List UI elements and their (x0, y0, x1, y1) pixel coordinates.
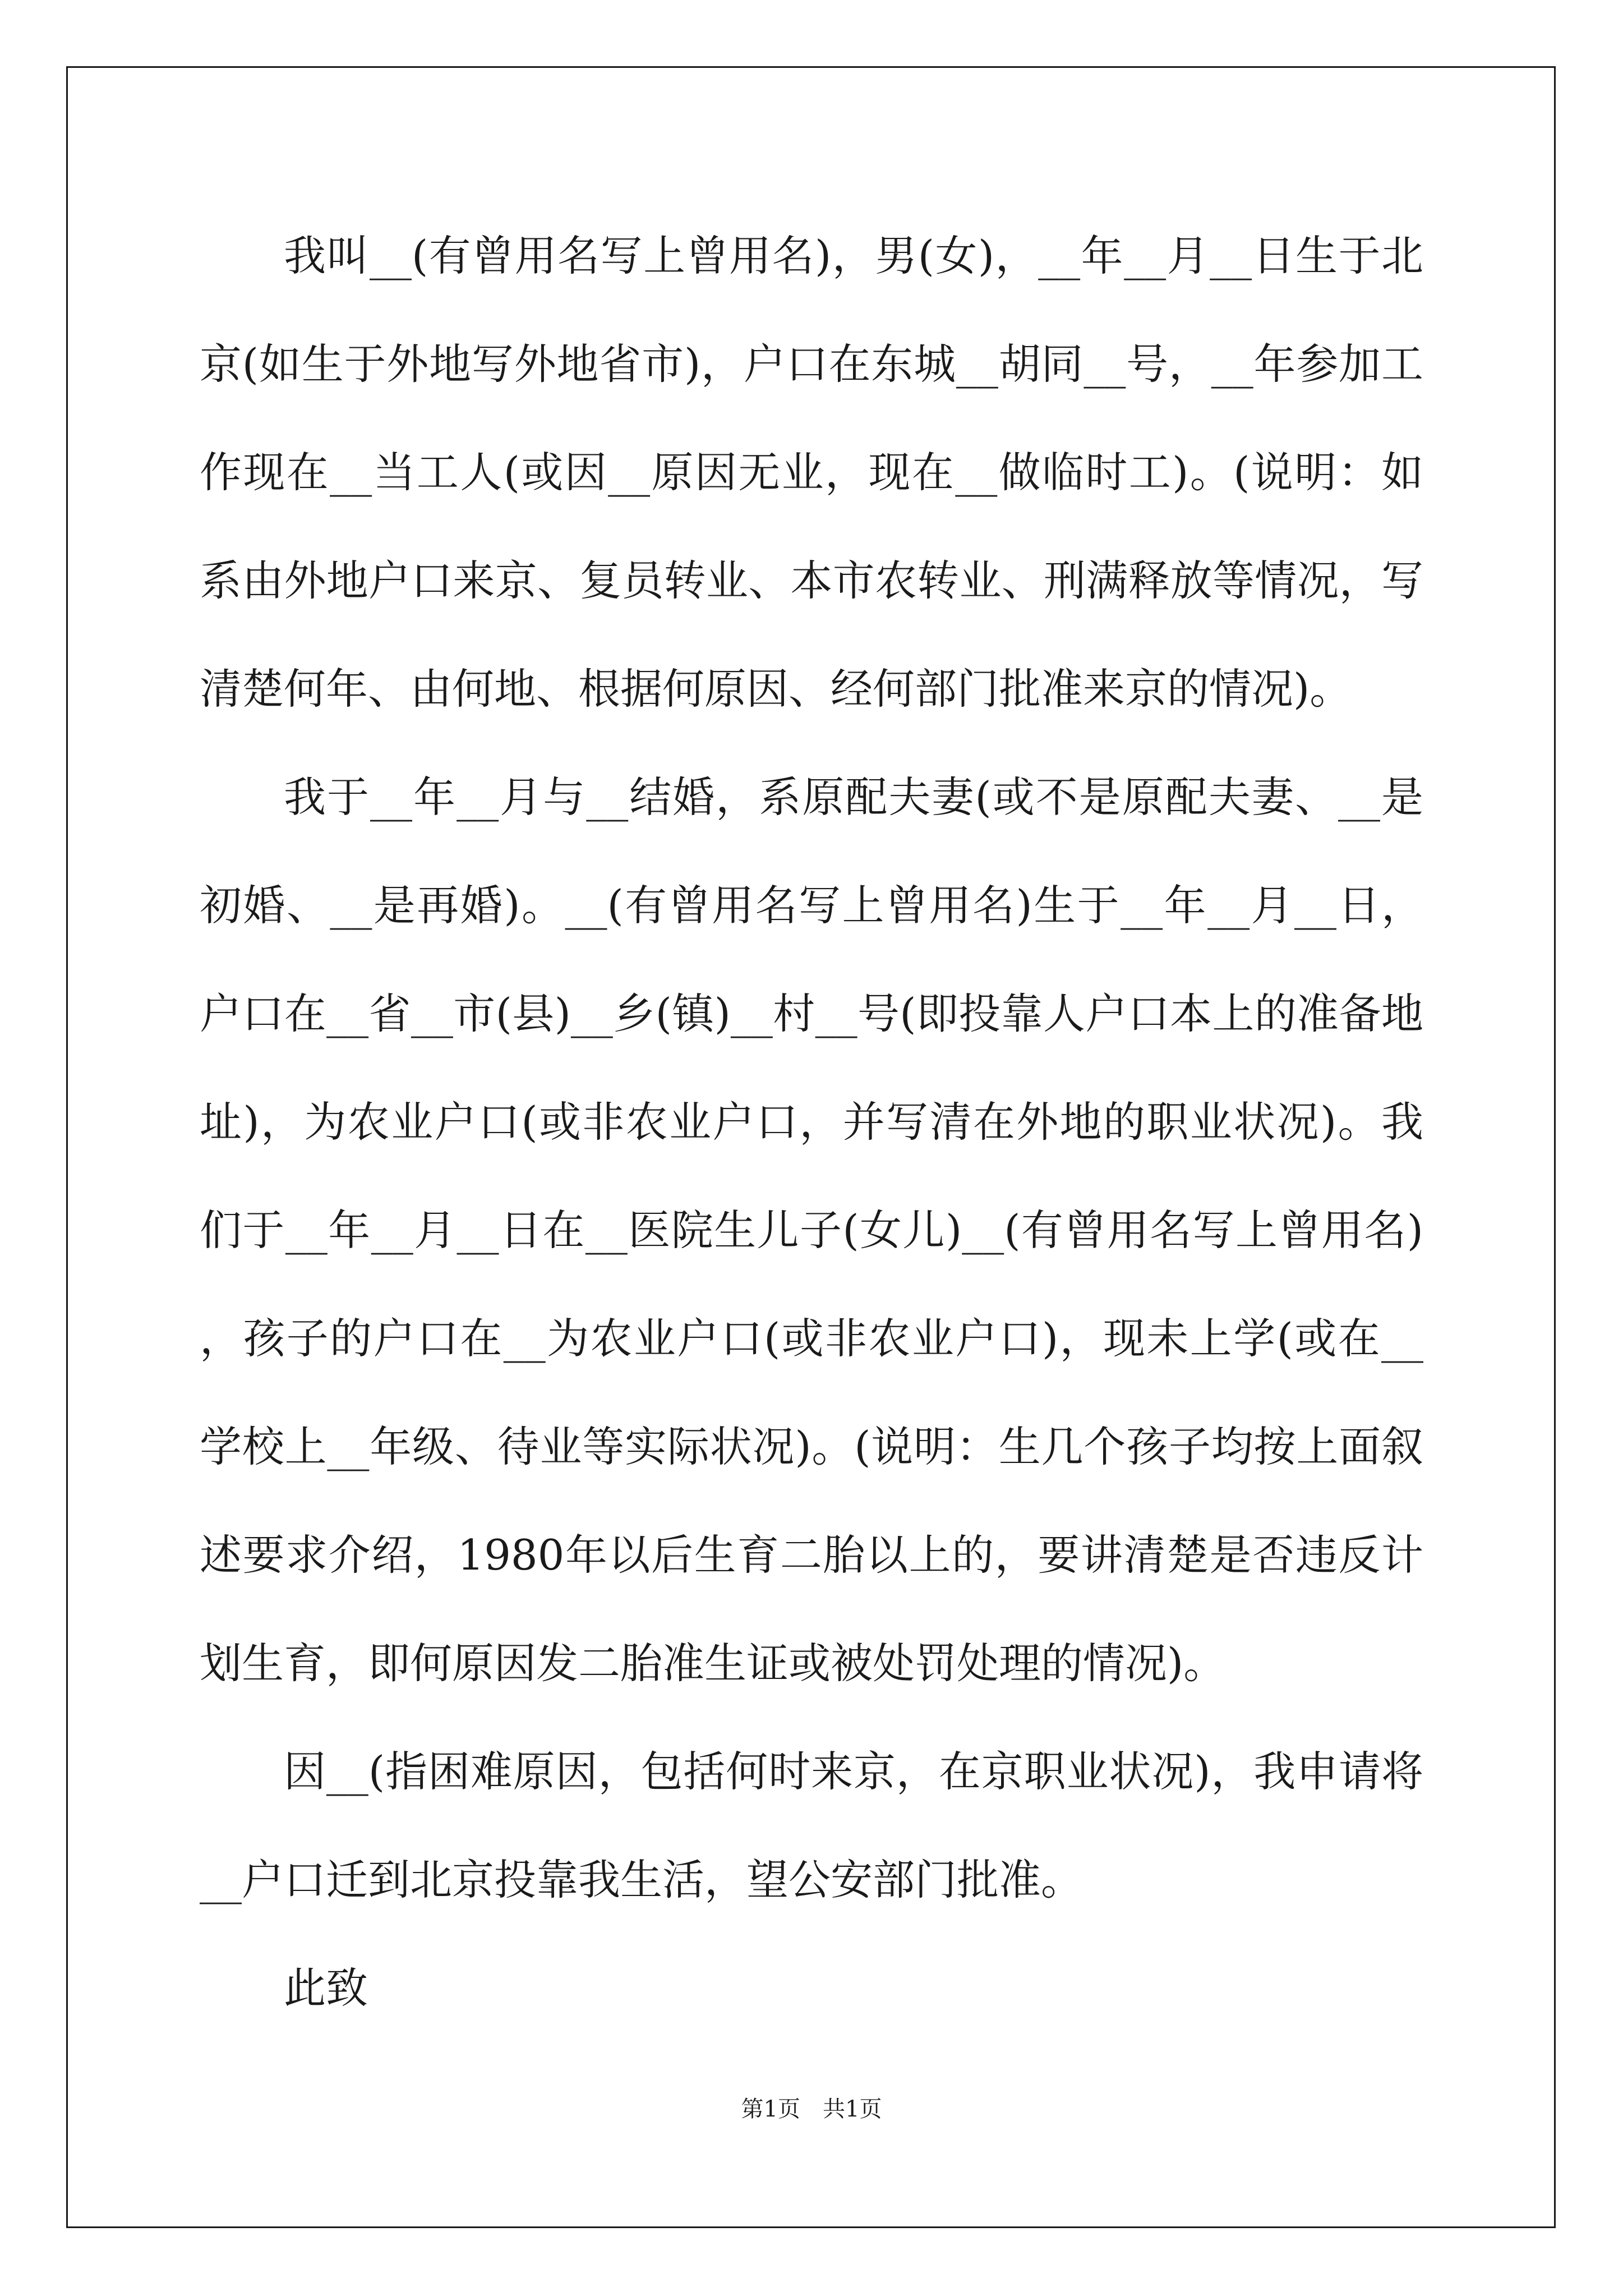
paragraph-3: 因__(指困难原因，包括何时来京，在京职业状况)，我申请将__户口迁到北京投靠我生活，望公安部门批准。 (200, 1747, 1423, 1904)
document-body (200, 202, 1423, 2042)
paragraph-4-closing: 此致 (284, 1963, 368, 2013)
page-number-footer: 第1页 共1页 (741, 2096, 882, 2122)
paragraph-2: 我于__年__月与__结婚，系原配夫妻(或不是原配夫妻、__是初婚、__是再婚)。__(有曾用名写上曾用名)生于__年__月__日，户口在__省__市(县)__乡(镇)__村__号(即投靠人户口本上的准备地址)，为农业户口(或非农业户口，并写清在外地的职业状况)。我们于__年__月__日在__医院生儿子(女儿)__(有曾用名写上曾用名)，孩子的户口在__为农业户口(或非农业户口)，现未上学(或在__学校上__年级、待业等实际状况)。(说明：生几个孩子均按上面叙述要求介绍，1980年以后生育二胎以上的，要讲清楚是否违反计划生育，即何原因发二胎准生证或被处罚处理的情况)。 (200, 772, 1423, 1688)
paragraph-1: 我叫__(有曾用名写上曾用名)，男(女)，__年__月__日生于北京(如生于外地写外地省市)，户口在东城__胡同__号，__年参加工作现在__当工人(或因__原因无业，现在__做临时工)。(说明：如系由外地户口来京、复员转业、本市农转业、刑满释放等情况，写清楚何年、由何地、根据何原因、经何部门批准来京的情况)。 (200, 231, 1423, 714)
